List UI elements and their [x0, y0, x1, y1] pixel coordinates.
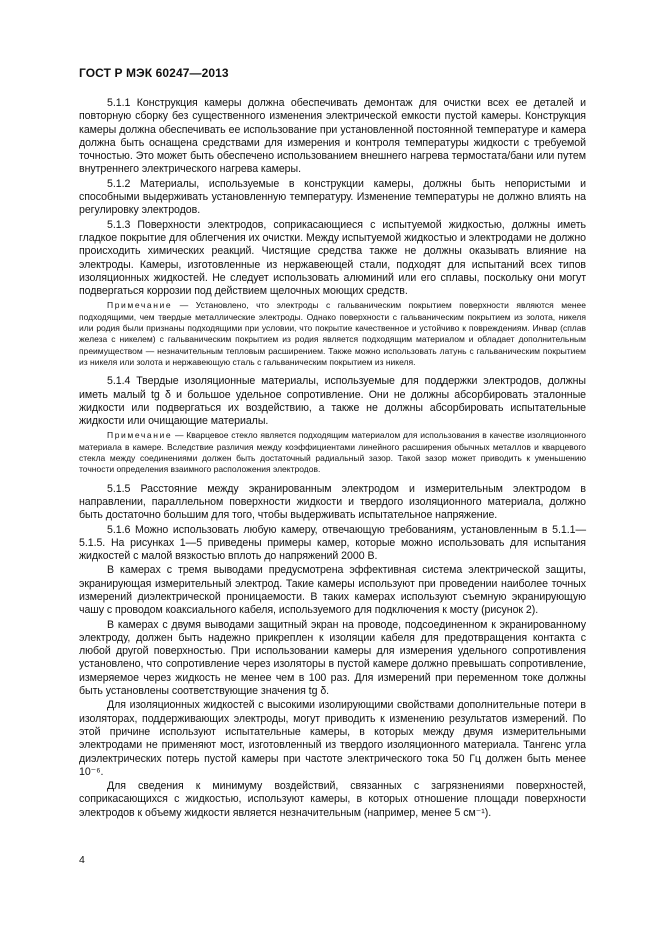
document-header: ГОСТ Р МЭК 60247—2013: [79, 66, 229, 80]
paragraph-5-1-6: 5.1.6 Можно использовать любую камеру, отвечающую требованиям, установленным в 5.1.1—5.1.5. На рисунках 1—5 приведены примеры камер, которые можно использовать для испытания жидкостей с малой вязкостью вплоть до напряжений 2000 В.: [79, 523, 586, 563]
note-text: — Кварцевое стекло является подходящим материалом для использования в качестве изоляционного материала в камере. Вследствие различия между коэффициентами линейного расширения обычных металлов и кварцевого стекла между соединениями должен быть достаточный радиальный зазор. Такой зазор может приводить к уменьшению точности определения взаимного расположения электродов.: [79, 430, 586, 475]
note-label: Примечание: [107, 430, 173, 441]
paragraph-two-terminal: В камерах с двумя выводами защитный экран на проводе, подсоединенном к экранированному электроду, должен быть надежно прикреплен к изоляции кабеля для предотвращения контакта с любой другой поверхностью. При использовании камеры для измерения удельного сопротивления установлено, что сопротивление через изоляторы в пустой камере должно превышать сопротивление, измеряемое через жидкость не менее чем в 100 раз. Для измерений при переменном токе должны быть установлены соответствующие значения tg δ.: [79, 618, 586, 698]
paragraph-three-terminal: В камерах с тремя выводами предусмотрена эффективная система электрической защиты, экранирующая измерительный электрод. Такие камеры используют при проведении наиболее точных измерений диэлектрической проницаемости. В таких камерах используют съемную экранирующую чашу с проводом коаксиального кабеля, используемого для подключения к мосту (рисунок 2).: [79, 564, 586, 617]
paragraph-contamination: Для сведения к минимуму воздействий, связанных с загрязнениями поверхностей, соприкасающихся с жидкостью, используют камеры, в которых отношение площади поверхности электродов к объему жидкости является незначительным (например, менее 5 см⁻¹).: [79, 780, 586, 819]
note-text: — Установлено, что электроды с гальваническим покрытием поверхности являются менее подходящими, чем твердые металлические электроды. Однако поверхности с гальваническим покрытием из золота, никеля или родия были признаны подходящими при условии, что покрытие качественное и устойчиво к повреждениям. Инвар (сплав железа с никелем) с гальваническим покрытием из родия является подходящим материалом и обладает дополнительным преимуществом — незначительным тепловым расширением. Также можно использовать латунь с гальваническим покрытием из никеля или золота и нержавеющую сталь с гальваническим покрытием из никеля.: [79, 300, 586, 367]
page-number: 4: [79, 854, 85, 866]
note-quartz-glass: [79, 430, 586, 475]
note-electrode-coatings: [79, 300, 586, 368]
paragraph-insulating-liquids: Для изоляционных жидкостей с высокими изолирующими свойствами дополнительные потери в изоляторах, поддерживающих электроды, могут приводить к изменению результатов измерений. По этой причине используют испытательные камеры, в которых между двумя измерительными электродами не применяют мост, изготовленный из твердого изоляционного материала. Тангенс угла диэлектрических потерь пустой камеры при частоте электрического тока 50 Гц должен быть менее 10⁻⁶.: [79, 699, 586, 778]
paragraph-5-1-5: 5.1.5 Расстояние между экранированным электродом и измерительным электродом в направлении, параллельном поверхности жидкости и твердого изоляционного материала, должно быть достаточно большим для того, чтобы выдерживать испытательное напряжение.: [79, 482, 586, 522]
paragraph-5-1-2: 5.1.2 Материалы, используемые в конструкции камеры, должны быть непористыми и способными выдерживать установленную температуру. Изменение температуры не должно влиять на регулировку электродов.: [79, 177, 586, 217]
document-body: [79, 97, 586, 821]
paragraph-5-1-3: 5.1.3 Поверхности электродов, соприкасающиеся с испытуемой жидкостью, должны иметь гладкое покрытие для облегчения их очистки. Между испытуемой жидкостью и электродами не должно происходить химических реакций. Чистящие средства также не должны оказывать влияние на электроды. Камеры, изготовленные из нержавеющей стали, подходят для испытаний всех типов изоляционных жидкостей. Не следует использовать алюминий или его сплавы, поскольку они могут подвергаться коррозии под действием щелочных моющих средств.: [79, 218, 586, 298]
paragraph-5-1-1: 5.1.1 Конструкция камеры должна обеспечивать демонтаж для очистки всех ее деталей и повторную сборку без существенного изменения электрической емкости пустой камеры. Конструкция камеры должна обеспечивать ее использование при установленной постоянной температуре и камера должна быть оснащена средствами для измерения и контроля температуры жидкости с требуемой точностью. Это может быть обеспечено использованием внешнего нагрева термостата/бани или путем внутреннего электрического нагрева камеры.: [79, 97, 586, 176]
paragraph-5-1-4: 5.1.4 Твердые изоляционные материалы, используемые для поддержки электродов, должны иметь малый tg δ и большое удельное сопротивление. Они не должны абсорбировать эталонные жидкости или подвергаться их воздействию, а также не должны абсорбировать испытательные жидкости или очищающие материалы.: [79, 375, 586, 428]
note-label: Примечание: [107, 300, 173, 311]
